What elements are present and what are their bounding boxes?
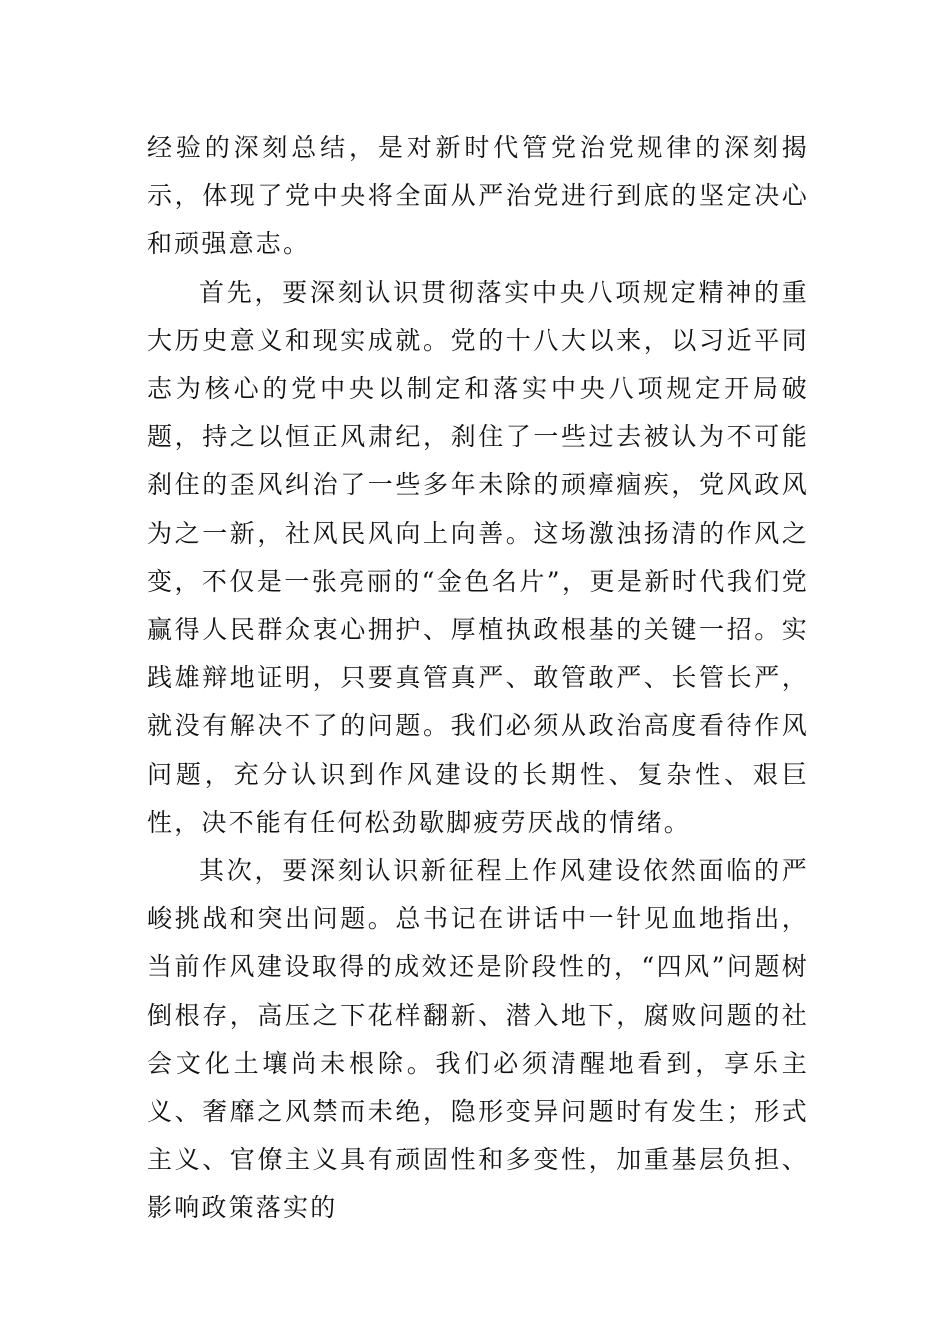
- paragraph-second-point: 其次，要深刻认识新征程上作风建设依然面临的严峻挑战和突出问题。总书记在讲话中一针见血地指出，当前作风建设取得的成效还是阶段性的，“四风”问题树倒根存，高压之下花样翻新、潜入地下，腐败问题的社会文化土壤尚未根除。我们必须清醒地看到，享乐主义、奢靡之风禁而未绝，隐形变异问题时有发生；形式主义、官僚主义具有顽固性和多变性，加重基层负担、影响政策落实的: [147, 856, 809, 1223]
- document-body: [147, 124, 809, 1233]
- paragraph-first-point: 首先，要深刻认识贯彻落实中央八项规定精神的重大历史意义和现实成就。党的十八大以来，以习近平同志为核心的党中央以制定和落实中央八项规定开局破题，持之以恒正风肃纪，刹住了一些过去被认为不可能刹住的歪风纠治了一些多年未除的顽瘴痼疾，党风政风为之一新，社风民风向上向善。这场激浊扬清的作风之变，不仅是一张亮丽的“金色名片”，更是新时代我们党赢得人民群众衷心拥护、厚植执政根基的关键一招。实践雄辩地证明，只要真管真严、敢管敢严、长管长严，就没有解决不了的问题。我们必须从政治高度看待作风问题，充分认识到作风建设的长期性、复杂性、艰巨性，决不能有任何松劲歇脚疲劳厌战的情绪。: [147, 277, 809, 837]
- paragraph-continuation: 经验的深刻总结，是对新时代管党治党规律的深刻揭示，体现了党中央将全面从严治党进行到底的坚定决心和顽强意志。: [147, 133, 809, 259]
